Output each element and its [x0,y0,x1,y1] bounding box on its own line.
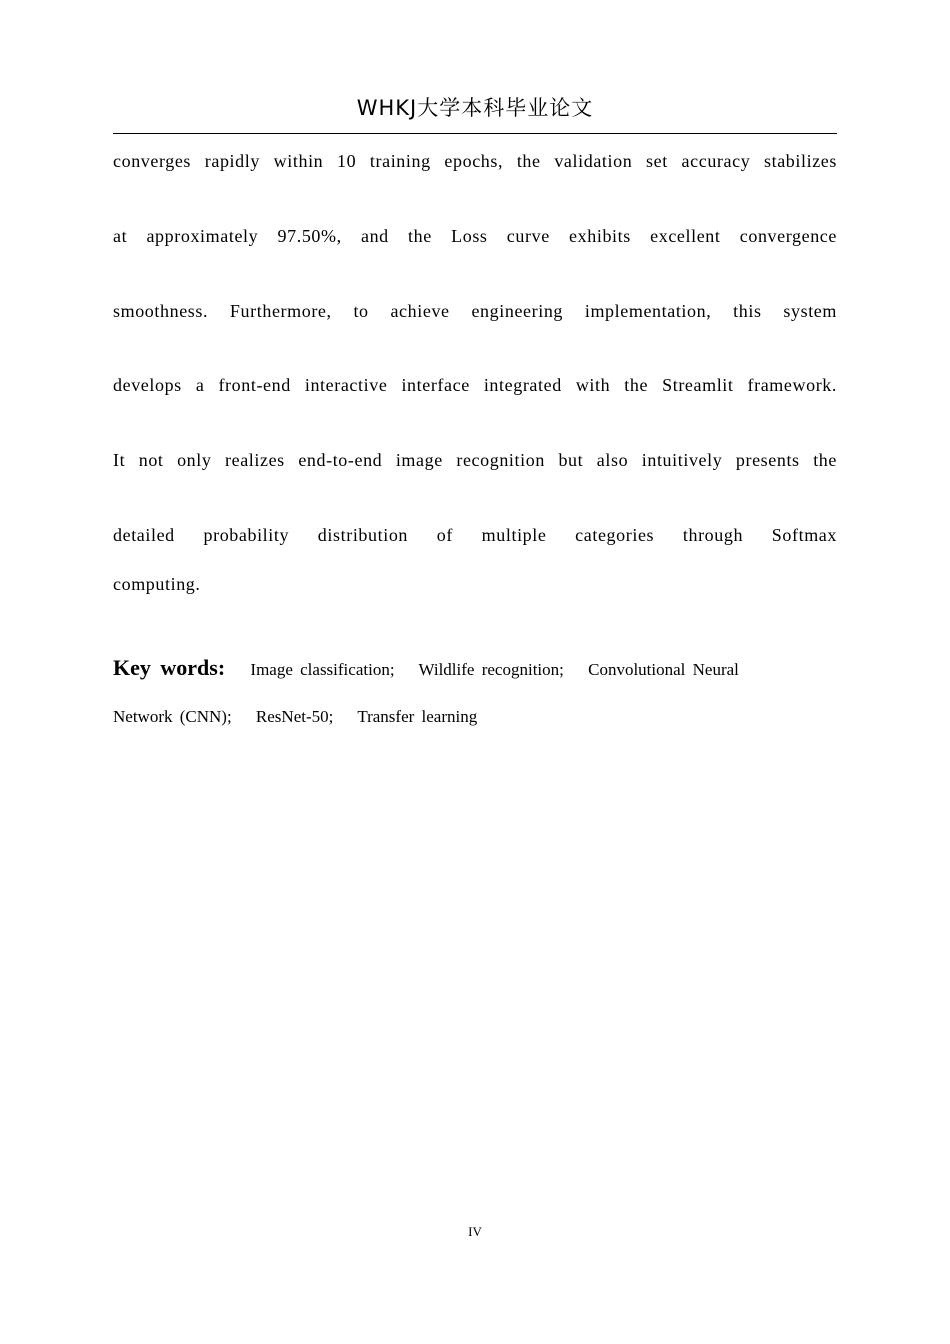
abstract-line: detailed probability distribution of multiple categories through Softmax [113,524,837,545]
abstract-line: develops a front-end interactive interface integrated with the Streamlit framework. [113,375,837,396]
header-divider [113,133,837,134]
abstract-body [113,147,837,598]
keyword-item: Convolutional Neural [588,660,739,679]
keyword-item: Network (CNN); [113,707,232,726]
abstract-line: at approximately 97.50%, and the Loss curve exhibits excellent convergence [113,225,837,246]
keywords-line [113,652,837,684]
keywords-line [113,701,837,733]
page-header-title: WHKJ大学本科毕业论文 [356,96,594,120]
page-number: IV [468,1224,482,1239]
abstract-line: converges rapidly within 10 training epochs, the validation set accuracy stabilizes [113,151,837,171]
keyword-item: ResNet-50; [255,707,334,726]
keyword-item: Wildlife recognition; [418,660,564,679]
keywords-label: Key words: [113,655,226,680]
keyword-item: Image classification; [250,660,395,679]
abstract-line: computing. [113,573,201,594]
abstract-line: smoothness. Furthermore, to achieve engineering implementation, this system [113,300,837,321]
abstract-line: It not only realizes end-to-end image recognition but also intuitively presents the [113,450,837,471]
keywords-section [113,652,837,733]
keyword-item: Transfer learning [357,707,478,726]
